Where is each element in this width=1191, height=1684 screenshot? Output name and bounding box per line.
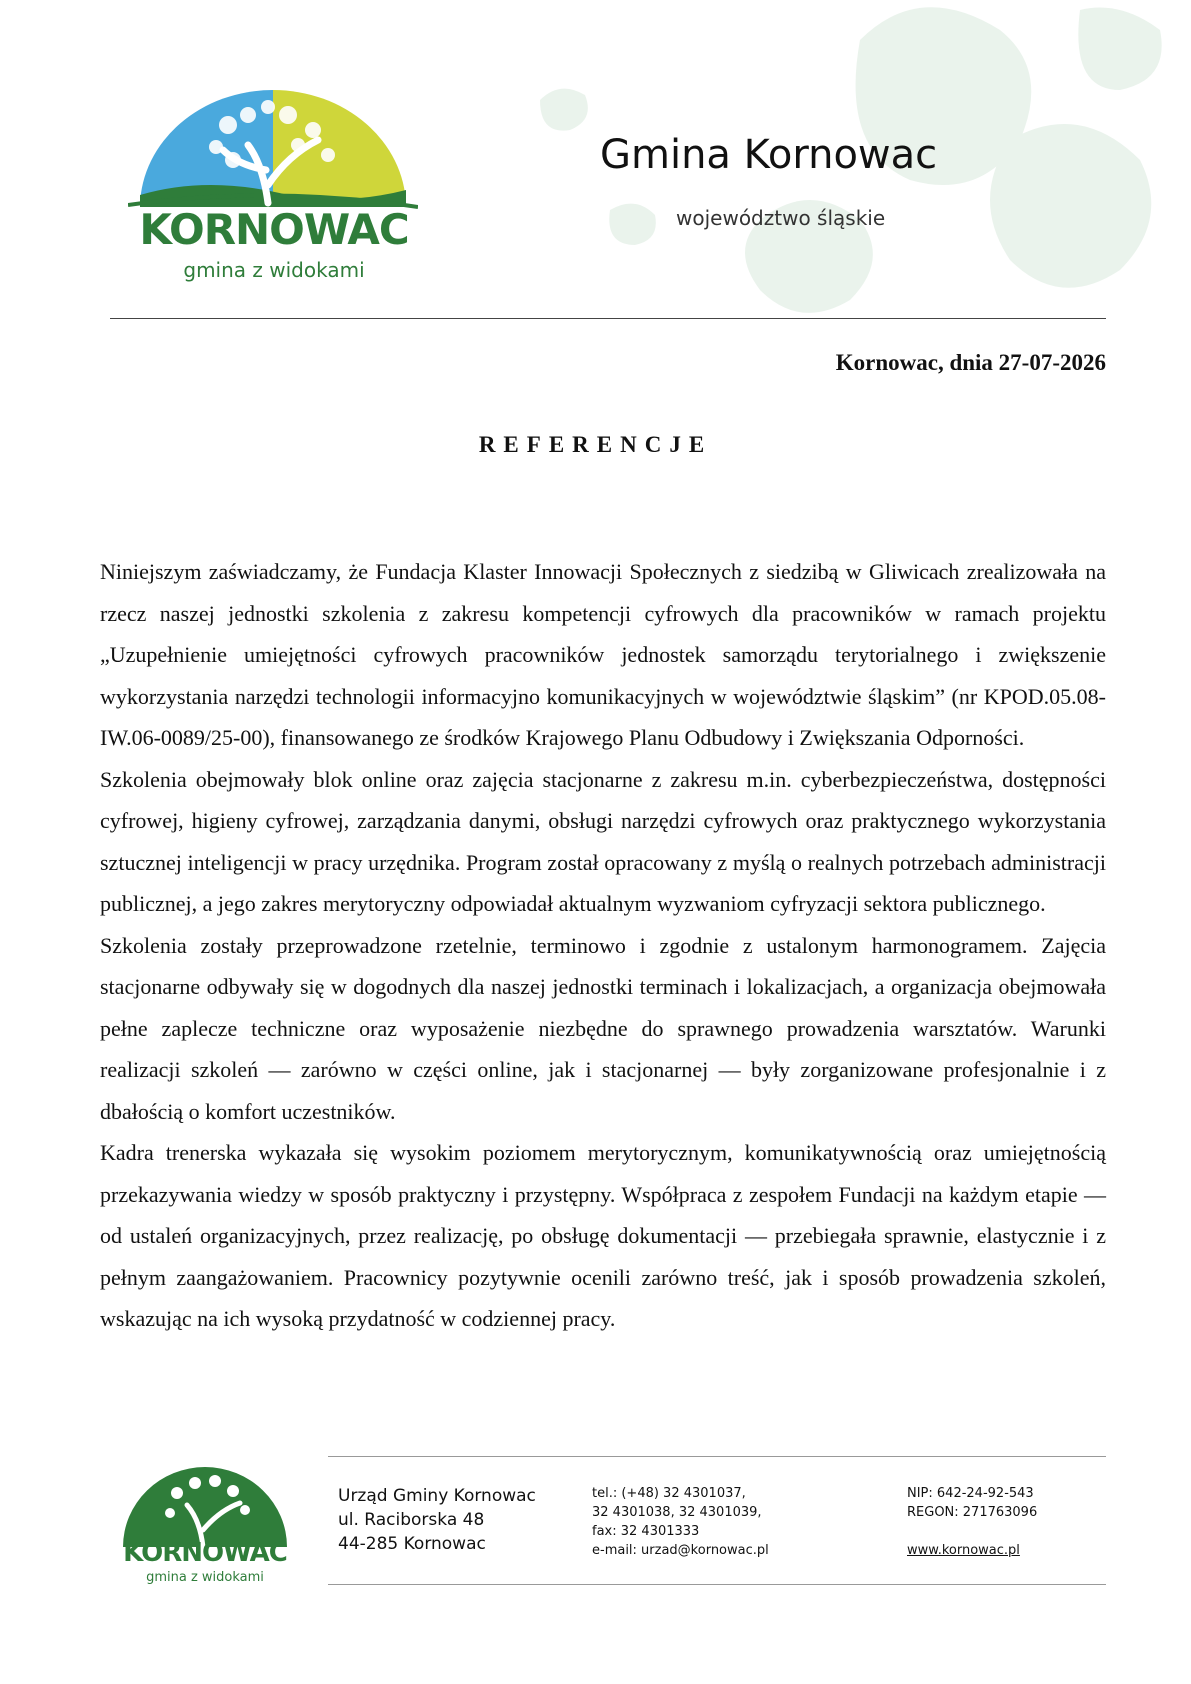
contact-email[interactable]: e-mail: urzad@kornowac.pl: [592, 1543, 769, 1558]
address-line: 44-285 Kornowac: [338, 1534, 486, 1554]
letter-body: [100, 551, 1106, 1340]
footer-contact: [592, 1484, 769, 1560]
footer-address: [338, 1484, 536, 1556]
footer-logo-tagline: gmina z widokami: [146, 1570, 264, 1585]
contact-line: fax: 32 4301333: [592, 1524, 700, 1539]
footer-registry: [907, 1484, 1037, 1560]
nip-number: NIP: 642-24-92-543: [907, 1486, 1034, 1501]
footer-bottom-divider: [328, 1584, 1106, 1585]
letter-title: REFERENCJE: [478, 432, 713, 457]
footer-top-divider: [328, 1456, 1106, 1457]
paragraph: Kadra trenerska wykazała się wysokim poziomem merytorycznym, komunikatywnością oraz umiejętnością przekazywania wiedzy w sposób praktyczny i przystępny. Współpraca z zespołem Fundacji na każdym etapie — od ustaleń organizacyjnych, przez realizację, po obsługę dokumentacji — przebiegała sprawnie, elastycznie i z pełnym zaangażowaniem. Pracownicy pozytywnie ocenili zarówno treść, jak i sposób prowadzenia szkoleń, wskazując na ich wysoką przydatność w codziennej pracy.: [100, 1140, 1106, 1331]
paragraph: Szkolenia zostały przeprowadzone rzetelnie, terminowo i zgodnie z ustalonym harmonogramem. Zajęcia stacjonarne odbywały się w dogodnych dla naszej jednostki terminach i lokalizacjach, a organizacja obejmowała pełne zaplecze techniczne oraz wyposażenie niezbędne do sprawnego prowadzenia warsztatów. Warunki realizacji szkoleń — zarówno w części online, jak i stacjonarnej — były zorganizowane profesjonalnie i z dbałością o komfort uczestników.: [100, 932, 1106, 1124]
website-link[interactable]: www.kornowac.pl: [907, 1543, 1020, 1558]
address-line: ul. Raciborska 48: [338, 1510, 485, 1530]
header-subtitle: województwo śląskie: [676, 206, 886, 230]
logo-tagline: gmina z widokami: [183, 258, 365, 282]
letter-date: Kornowac, dnia 27-07-2026: [835, 350, 1106, 375]
paragraph: Szkolenia obejmowały blok online oraz zajęcia stacjonarne z zakresu m.in. cyberbezpieczeństwa, dostępności cyfrowej, higieny cyfrowej, zarządzania danymi, obsługi narzędzi cyfrowych oraz praktycznego wykorzystania sztucznej inteligencji w pracy urzędnika. Program został opracowany z myślą o realnych potrzebach administracji publicznej, a jego zakres merytoryczny odpowiadał aktualnym wyzwaniom cyfryzacji sektora publicznego.: [100, 766, 1106, 916]
header-title: Gmina Kornowac: [600, 132, 938, 178]
address-line: Urząd Gminy Kornowac: [338, 1486, 536, 1506]
footer-logo-wordmark: KORNOWAC: [123, 1538, 287, 1568]
contact-line: 32 4301038, 32 4301039,: [592, 1505, 762, 1520]
logo-wordmark: KORNOWAC: [139, 205, 409, 254]
contact-line: tel.: (+48) 32 4301037,: [592, 1486, 746, 1501]
paragraph: Niniejszym zaświadczamy, że Fundacja Klaster Innowacji Społecznych z siedzibą w Gliwicach zrealizowała na rzecz naszej jednostki szkolenia z zakresu kompetencji cyfrowych dla pracowników w ramach projektu „Uzupełnienie umiejętności cyfrowych pracowników jednostek samorządu terytorialnego i zwiększenie wykorzystania narzędzi technologii informacyjno komunikacyjnych w województwie śląskim” (nr KPOD.05.08-IW.06-0089/25-00), finansowanego ze środków Krajowego Planu Odbudowy i Zwiększania Odporności.: [100, 559, 1106, 750]
header-divider: [110, 318, 1106, 319]
regon-number: REGON: 271763096: [907, 1505, 1038, 1520]
